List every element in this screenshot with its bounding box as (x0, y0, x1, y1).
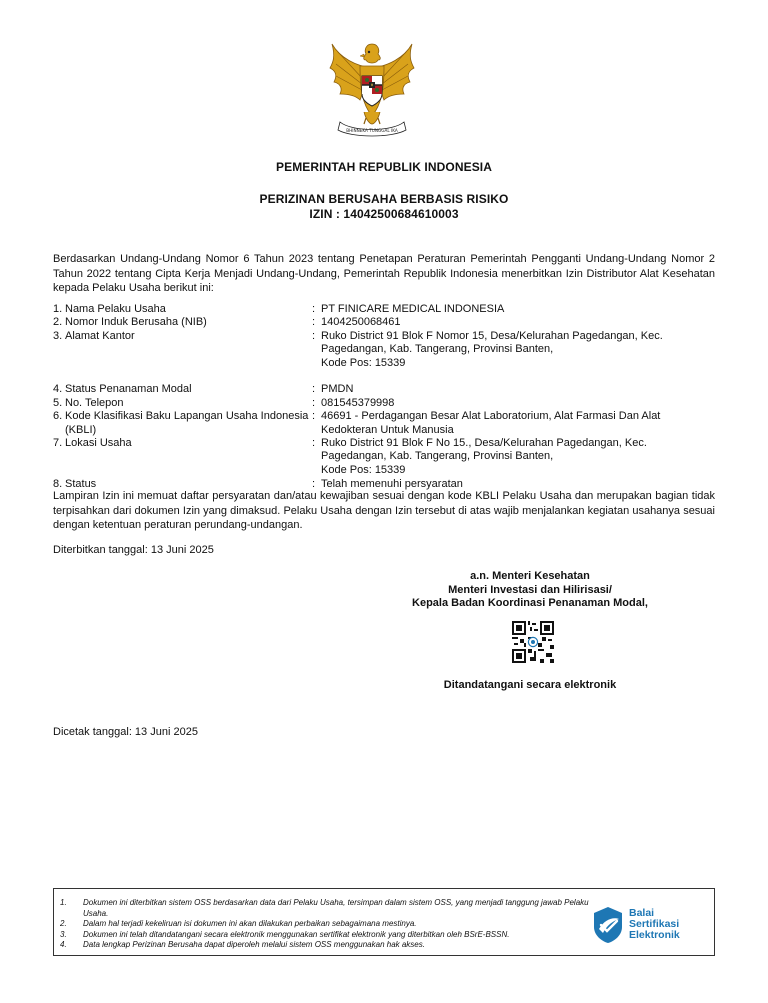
footnotes-box (53, 888, 715, 956)
permit-title: PERIZINAN BERUSAHA BERBASIS RISIKO (259, 192, 509, 206)
field-value: Ruko District 91 Blok F Nomor 15, Desa/Kelurahan Pagedangan, Kec. Pagedangan, Kab. Tangerang, Provinsi Banten, Kode Pos: 15339 (321, 329, 663, 369)
bsre-line-3: Elektronik (629, 929, 680, 941)
field-label: Nomor Induk Berusaha (NIB) (65, 316, 207, 329)
field-value: 46691 - Perdagangan Besar Alat Laboratorium, Alat Farmasi Dan Alat Kedokteran Untuk Manusia (321, 410, 661, 436)
field-value: Ruko District 91 Blok F No 15., Desa/Kelurahan Pagedangan, Kec. Pagedangan, Kab. Tangerang, Provinsi Banten, Kode Pos: 15339 (321, 437, 647, 476)
field-business-name: 1. Nama Pelaku Usaha : PT FINICARE MEDICAL INDONESIA (53, 303, 715, 316)
footnote-item: 1. Dokumen ini diterbitkan sistem OSS berdasarkan data dari Pelaku Usaha, tersimpan dalam sistem OSS, yang menjadi tanggung jawab Pelaku Usaha. (60, 898, 589, 918)
field-value: PMDN (321, 383, 354, 396)
business-details (53, 303, 715, 492)
emblem-motto: BHINNEKA TUNGGAL IKA (346, 128, 398, 133)
field-nib: 2. Nomor Induk Berusaha (NIB) : 1404250068461 (53, 316, 715, 329)
field-label: Lokasi Usaha (65, 437, 132, 450)
footnote-item: 3. Dokumen ini telah ditandatangani secara elektronik menggunakan sertifikat elektronik yang diterbitkan oleh BSrE-BSSN. (60, 929, 510, 939)
government-title: PEMERINTAH REPUBLIK INDONESIA (275, 160, 493, 174)
qr-code[interactable] (512, 621, 554, 663)
signature-line-1: a.n. Menteri Kesehatan (470, 570, 590, 582)
field-label: Status (65, 478, 97, 491)
footnote-item: 2. Dalam hal terjadi kekeliruan isi dokumen ini akan dilakukan perbaikan sebagaimana mestinya. (60, 919, 417, 928)
field-kbli: 6. Kode Klasifikasi Baku Lapangan Usaha Indonesia (KBLI) : 46691 - Perdagangan Besar Alat Laboratorium, Alat Farmasi Dan Alat Kedokteran Untuk Manusia (53, 410, 715, 437)
field-label: Nama Pelaku Usaha (65, 303, 166, 315)
intro-paragraph: Berdasarkan Undang-Undang Nomor 6 Tahun 2023 tentang Penetapan Peraturan Pemerintah Pengganti Undang-Undang Nomor 2 Tahun 2022 tentang Cipta Kerja Menjadi Undang-Undang, Pemerintah Republik Indonesia menerbitkan Izin Distributor Alat Kesehatan kepada Pelaku Usaha berikut ini: (53, 253, 715, 295)
signature-line-3: Kepala Badan Koordinasi Penanaman Modal, (412, 597, 648, 610)
bsre-badge-icon (589, 905, 627, 945)
bsre-line-2: Sertifikasi (629, 918, 680, 930)
field-value: 081545379998 (321, 396, 395, 409)
garuda-pancasila-emblem (326, 38, 418, 140)
bsre-logo (589, 905, 709, 947)
footnote-item: 4. Data lengkap Perizinan Berusaha dapat diperoleh melalui sistem OSS menggunakan hak akses. (60, 940, 425, 949)
field-value: Telah memenuhi persyaratan (321, 478, 463, 491)
permit-number: IZIN : 14042500684610003 (309, 207, 459, 221)
printed-date: Dicetak tanggal: 13 Juni 2025 (53, 726, 198, 738)
field-status: 8. Status : Telah memenuhi persyaratan (53, 478, 715, 491)
field-value: PT FINICARE MEDICAL INDONESIA (321, 303, 505, 315)
field-business-location: 7. Lokasi Usaha : Ruko District 91 Blok F No 15., Desa/Kelurahan Pagedangan, Kec. Pagedangan, Kab. Tangerang, Provinsi Banten, Kode Pos: 15339 (53, 437, 715, 477)
issued-date: Diterbitkan tanggal: 13 Juni 2025 (53, 544, 214, 556)
field-phone: 5. No. Telepon : 081545379998 (53, 397, 715, 410)
electronic-signature-note: Ditandatangani secara elektronik (443, 679, 617, 691)
bsre-line-1: Balai (629, 907, 655, 919)
field-label: Kode Klasifikasi Baku Lapangan Usaha Indonesia (KBLI) (65, 410, 309, 436)
signature-block (380, 570, 680, 611)
signature-line-2: Menteri Investasi dan Hilirisasi/ (448, 583, 612, 596)
field-value: 1404250068461 (321, 316, 401, 329)
field-label: Alamat Kantor (65, 329, 135, 342)
field-office-address: 3. Alamat Kantor : Ruko District 91 Blok F Nomor 15, Desa/Kelurahan Pagedangan, Kec. Pagedangan, Kab. Tangerang, Provinsi Banten, Kode Pos: 15339 (53, 330, 715, 370)
attachment-paragraph: Lampiran Izin ini memuat daftar persyaratan dan/atau kewajiban sesuai dengan kode KBLI Pelaku Usaha dan merupakan bagian tidak terpisahkan dari dokumen Izin yang dimaksud. Pelaku Usaha dengan Izin tersebut di atas wajib menjalankan kegiatan usahanya sesuai dengan ketentuan peraturan perundang-undangan. (53, 490, 715, 532)
field-label: Status Penanaman Modal (65, 383, 192, 396)
field-investment-status: 4. Status Penanaman Modal : PMDN (53, 383, 715, 396)
field-label: No. Telepon (65, 396, 124, 409)
